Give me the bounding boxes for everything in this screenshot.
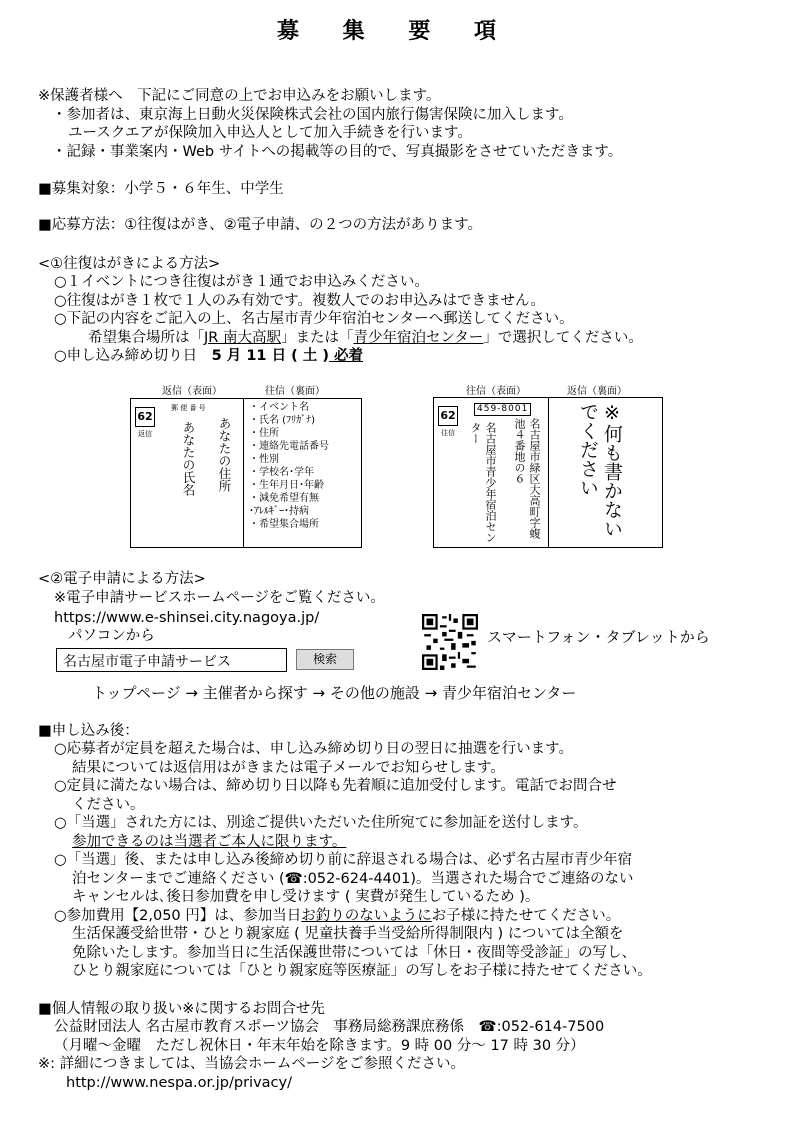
card-right-address: 名古屋市緑区大高町字蝮池４番地の６ xyxy=(513,418,541,539)
card-left-items xyxy=(249,401,329,531)
card-left-stamp: 62 xyxy=(135,407,155,427)
after-line: ○「当選」された方には、別途ご提供いただいた住所宛てに参加証を送付します。 xyxy=(54,815,588,831)
card-right-label-send: 往信（表面） xyxy=(466,386,526,397)
notice-line-3: ユースクエアが保険加入申込人として加入手続きを行います。 xyxy=(68,125,472,141)
online-pc-label: パソコンから xyxy=(68,628,155,644)
deadline-line xyxy=(54,347,363,365)
privacy-note: ※: 詳細につきましては、当協会ホームページをご参照ください。 xyxy=(38,1056,466,1072)
privacy-contact: 公益財団法人 名古屋市教育スポーツ協会 事務局総務課庶務係 ☎:052-614-7500 xyxy=(54,1019,605,1035)
after-line: 泊センターまでご連絡ください (☎:052-624-4401)。当選された場合でご連絡のない xyxy=(72,871,634,887)
place-prefix: 希望集合場所は「 xyxy=(88,330,204,346)
postcard-heading: <①往復はがきによる方法> xyxy=(38,256,221,272)
place-option-b: 青少年宿泊センター xyxy=(353,330,484,346)
card-item: ・氏名 (ﾌﾘｶﾞﾅ) xyxy=(249,415,315,426)
card-item: ・住所 xyxy=(249,428,279,439)
navigation-path: トップページ → 主催者から探す → その他の施設 → 青少年宿泊センター xyxy=(92,684,577,702)
after-line: ○「当選」後、または申し込み後締め切り前に辞退される場合は、必ず名古屋市青少年宿 xyxy=(54,852,633,868)
card-left-label-return: 返信（表面） xyxy=(162,386,222,397)
qr-code-icon[interactable] xyxy=(422,614,478,670)
search-button[interactable]: 検索 xyxy=(296,649,354,670)
card-right-blank-note: ※何も書かないでください xyxy=(577,402,623,538)
after-line: ひとり親家庭については「ひとり親家庭等医療証」の写しをお子様に持たせてください。 xyxy=(72,963,652,979)
target-line: ■募集対象：小学５・６年生、中学生 xyxy=(38,181,284,197)
postcard-line-3: ○下記の内容をご記入の上、名古屋市青少年宿泊センターへ郵送してください。 xyxy=(54,311,574,327)
card-right-label-return: 返信（裏面） xyxy=(567,386,627,397)
card-left-postal-label: 郵 便 番 号 xyxy=(171,404,206,412)
card-right-divider xyxy=(548,398,549,547)
card-right-stamp: 62 xyxy=(438,406,458,426)
place-mid: 」または「 xyxy=(280,330,354,346)
card-left-divider xyxy=(243,399,244,547)
card-left-label-send: 往信（裏面） xyxy=(265,386,325,397)
notice-line-4: ・記録・事業案内・Web サイトへの掲載等の目的で、写真撮影をさせていただきます。 xyxy=(52,144,623,160)
place-suffix: 」で選択してください。 xyxy=(483,330,643,346)
card-right-zip: 459-8001 xyxy=(474,403,531,416)
card-left xyxy=(130,398,362,548)
notice-line-2: ・参加者は、東京海上日動火災保険株式会社の国内旅行傷害保険に加入します。 xyxy=(52,107,573,123)
fee-prefix: ○参加費用【2,050 円】は、参加当日 xyxy=(54,908,302,924)
online-heading: <②電子申請による方法> xyxy=(38,571,206,587)
card-item: ・学校名･学年 xyxy=(249,467,314,478)
after-line xyxy=(54,907,620,925)
method-line: ■応募方法：①往復はがき、②電子申請、の２つの方法があります。 xyxy=(38,217,482,233)
after-line: 生活保護受給世帯・ひとり親家庭 ( 児童扶養手当受給所得制限内 ) については全額を xyxy=(72,926,624,942)
deadline-prefix: ○申し込み締め切り日 xyxy=(54,348,212,364)
place-option-a: JR 南大高駅 xyxy=(204,330,281,346)
postcard-line-2: ○往復はがき１枚で１人のみ有効です。複数人でのお申込みはできません。 xyxy=(54,293,545,309)
card-item: ・生年月日･年齢 xyxy=(249,480,324,491)
card-left-stamp-sub: 返信 xyxy=(138,430,152,438)
after-line: キャンセルは､後日参加費を申し受けます ( 実費が発生しているため )。 xyxy=(72,889,540,905)
fee-exact-change: お釣りのないように xyxy=(301,908,432,924)
deadline-must: 必着 xyxy=(328,348,364,364)
card-right-recipient: 名古屋市青少年宿泊センター xyxy=(469,422,497,543)
postcard-line-1: ○１イベントにつき往復はがき１通でお申込みください。 xyxy=(54,274,429,290)
after-line: 免除いたします。参加当日に生活保護世帯については「休日・夜間等受診証」の写し、 xyxy=(72,945,637,961)
notice-line-1: ※保護者様へ 下記にご同意の上でお申込みをお願いします。 xyxy=(38,88,441,104)
privacy-url[interactable]: http://www.nespa.or.jp/privacy/ xyxy=(66,1075,292,1091)
card-item: ・連絡先電話番号 xyxy=(249,441,329,452)
deadline-date: 5 月 11 日 ( 土 ) xyxy=(211,348,329,364)
after-line: 結果については返信用はがきまたは電子メールでお知らせします。 xyxy=(72,760,505,776)
after-line: ください。 xyxy=(72,797,145,813)
after-heading: ■申し込み後： xyxy=(38,723,139,739)
card-item: ･ｱﾚﾙｷﾞｰ･持病 xyxy=(249,506,309,517)
privacy-heading: ■個人情報の取り扱い※に関するお問合せ先 xyxy=(38,1001,325,1017)
card-item: ・イベント名 xyxy=(249,402,309,413)
smartphone-label: スマートフォン・タブレットから xyxy=(487,628,710,646)
fee-suffix: お子様に持たせてください。 xyxy=(431,908,621,924)
card-right xyxy=(433,397,663,548)
card-right-stamp-sub: 往信 xyxy=(441,429,455,437)
meeting-place-line xyxy=(88,329,643,347)
after-line: 参加できるのは当選者ご本人に限ります。 xyxy=(72,834,347,850)
card-left-address: あなたの住所 xyxy=(217,417,232,492)
card-item: ・希望集合場所 xyxy=(249,519,319,530)
search-input[interactable]: 名古屋市電子申請サービス xyxy=(56,648,287,672)
card-item: ・性別 xyxy=(249,454,279,465)
after-line: ○定員に満たない場合は、締め切り日以降も先着順に追加受付します。電話でお問合せ xyxy=(54,778,617,794)
card-item: ・減免希望有無 xyxy=(249,493,319,504)
after-line: ○応募者が定員を超えた場合は、申し込み締め切り日の翌日に抽選を行います。 xyxy=(54,741,573,757)
page-title: 募 集 要 項 xyxy=(277,19,514,44)
privacy-hours: （月曜～金曜 ただし祝休日・年末年始を除きます。9 時 00 分～ 17 時 30 分） xyxy=(54,1038,585,1054)
online-note: ※電子申請サービスホームページをご覧ください。 xyxy=(54,590,385,606)
card-left-name: あなたの氏名 xyxy=(181,421,196,496)
online-url[interactable]: https://www.e-shinsei.city.nagoya.jp/ xyxy=(54,610,320,626)
